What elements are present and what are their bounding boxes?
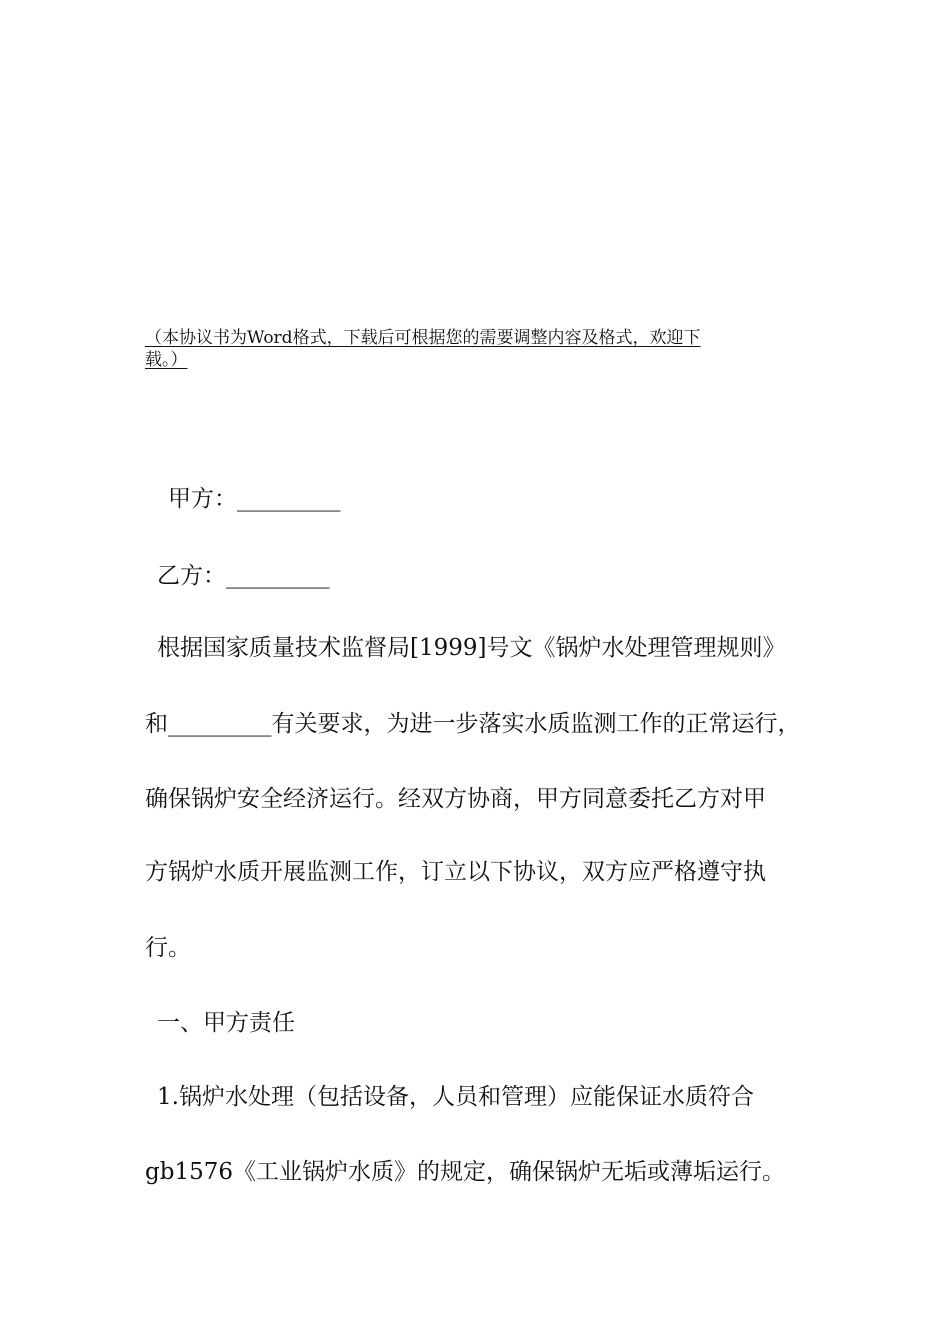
intro-line-3: 确保锅炉安全经济运行。经双方协商，甲方同意委托乙方对甲: [145, 786, 766, 812]
clause-1-line-1: 1.锅炉水处理（包括设备，人员和管理）应能保证水质符合: [157, 1084, 754, 1110]
intro-line-2: 和_________有关要求，为进一步落实水质监测工作的正常运行，: [145, 711, 801, 737]
intro-line-5: 行。: [145, 935, 191, 961]
intro-line-1: 根据国家质量技术监督局[1999]号文《锅炉水处理管理规则》: [157, 635, 786, 661]
intro-line-4: 方锅炉水质开展监测工作，订立以下协议，双方应严格遵守执: [145, 859, 766, 885]
section-title-party-a-responsibility: 一、甲方责任: [157, 1010, 295, 1036]
party-a-field: 甲方：_________: [168, 486, 341, 512]
format-note-line-2: 载。）: [145, 350, 188, 370]
clause-1-line-2: gb1576《工业锅炉水质》的规定，确保锅炉无垢或薄垢运行。: [145, 1159, 785, 1185]
format-note-line-1: （本协议书为Word格式，下载后可根据您的需要调整内容及格式，欢迎下: [145, 328, 701, 348]
party-b-field: 乙方：_________: [157, 563, 330, 589]
